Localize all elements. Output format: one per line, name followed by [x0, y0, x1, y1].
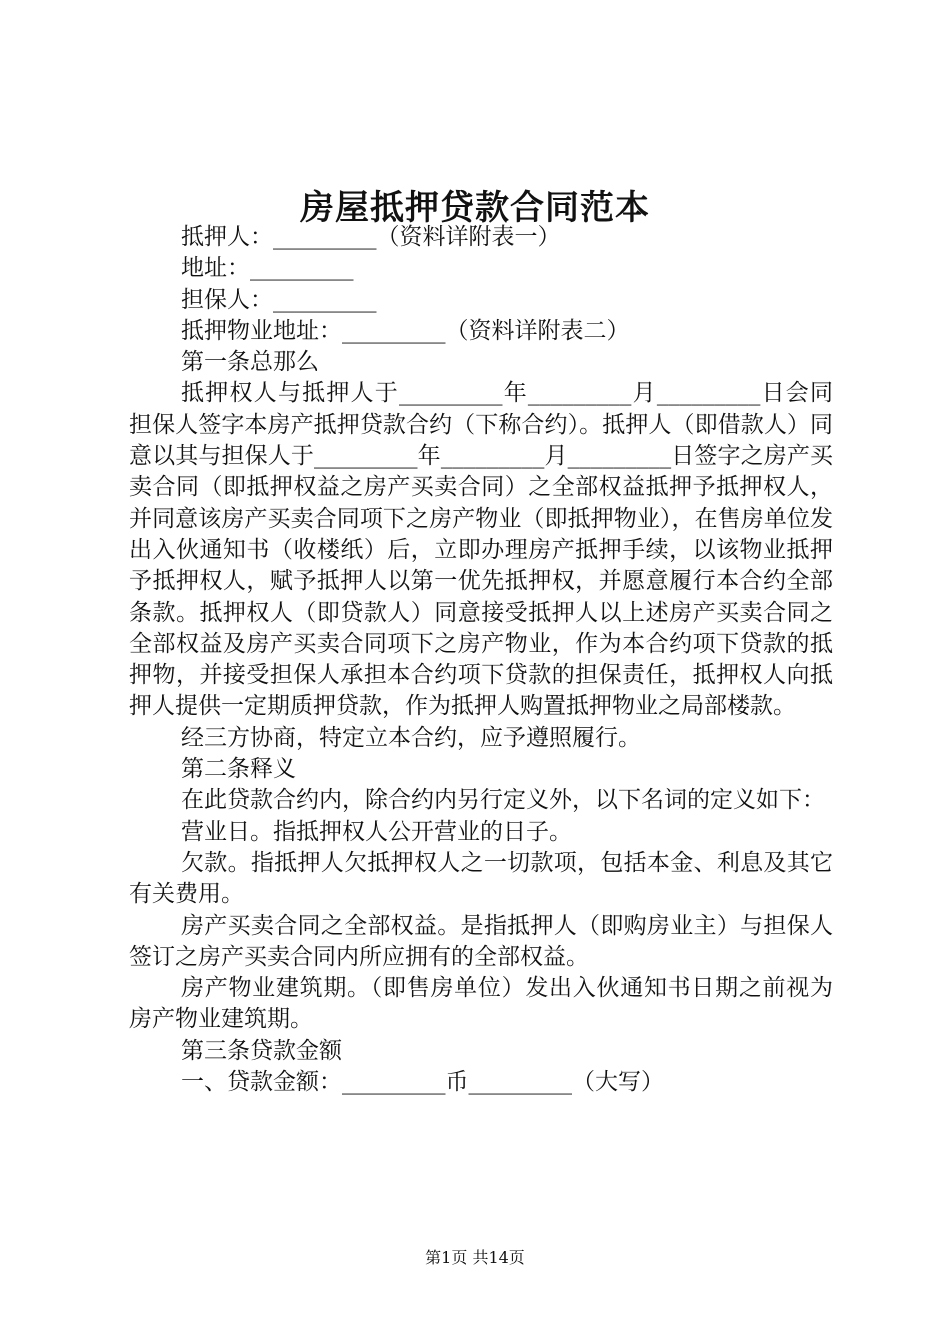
address-line: 地址：_________ [181, 255, 354, 282]
page-footer: 第1页 共14页 [425, 1248, 525, 1267]
property-address-line: 抵押物业地址：_________（资料详附表二） [181, 317, 630, 344]
definition-contract-rights: 房产买卖合同之全部权益。是指抵押人（即购房业主）与担保人签订之房产买卖合同内所应拥有的全部权益。 [129, 912, 833, 970]
definitions-intro: 在此贷款合约内，除合约内另行定义外，以下名词的定义如下： [181, 787, 825, 814]
mortgagor-line: 抵押人：_________（资料详附表一） [181, 224, 561, 250]
definition-business-day: 营业日。指抵押权人公开营业的日子。 [181, 818, 572, 845]
definition-arrears: 欠款。指抵押人欠抵押权人之一切款项，包括本金、利息及其它有关费用。 [129, 849, 833, 908]
document-body [129, 222, 833, 1098]
definition-construction-period: 房产物业建筑期。（即售房单位）发出入伙通知书日期之前视为房产物业建筑期。 [129, 975, 833, 1033]
article-3-heading: 第三条贷款金额 [181, 1037, 342, 1064]
article-2-heading: 第二条释义 [181, 756, 296, 783]
article-1-heading: 第一条总那么 [181, 349, 319, 376]
article-1-body: 抵押权人与抵押人于_________年_________月_________日会同担保人签字本房产抵押贷款合约（下称合约）。抵押人（即借款人）同意以其与担保人于_________年_________月_________日签字之房产买卖合同（即抵押权益之房产买卖合同）之全部权益抵押予抵押权人，并同意该房产买卖合同项下之房产物业（即抵押物业），在售房单位发出入伙通知书（收楼纸）后，立即办理房产抵押手续，以该物业抵押予抵押权人，赋予抵押人以第一优先抵押权，并愿意履行本合约全部条款。抵押权人（即贷款人）同意接受抵押人以上述房产买卖合同之全部权益及房产买卖合同项下之房产物业，作为本合约项下贷款的抵押物，并接受担保人承担本合约项下贷款的担保责任，抵押权人向抵押人提供一定期质押贷款，作为抵押人购置抵押物业之局部楼款。 [129, 380, 833, 720]
loan-amount-line: 一、贷款金额：_________币_________（大写） [181, 1069, 664, 1096]
document-title: 房屋抵押贷款合同范本 [300, 188, 650, 228]
agreement-statement: 经三方协商，特定立本合约，应予遵照履行。 [181, 724, 641, 751]
guarantor-line: 担保人：_________ [181, 286, 377, 313]
